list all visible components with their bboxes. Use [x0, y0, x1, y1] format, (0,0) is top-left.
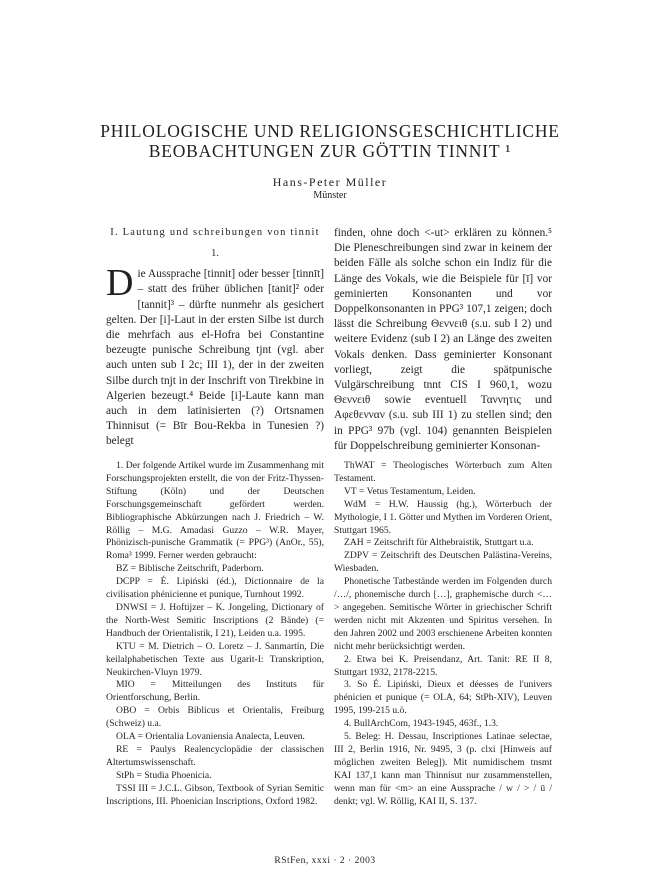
footnote-item: 5. Beleg: H. Dessau, Inscriptiones Latinae selectae, III 2, Berlin 1916, Nr. 9495, 3 (p. clxi [Hinweis auf möglichen zweiten Beleg]). Mit numidischem tnsmt KAI 137,1 kann man Thinnisut nur zusammenstellen, wenn man für <m> an eine Aussprache / w / > / ū / denkt; vgl. W. Röllig, KAI II, S. 137.	[334, 731, 552, 807]
footnote-item: DNWSI = J. Hoftijzer – K. Jongeling, Dictionary of the North-West Semitic Inscriptions (2 Bände) (= Handbuch der Orientalistik, I 21), Leiden u.a. 1995.	[106, 601, 324, 639]
title-line-2: BEOBACHTUNGEN ZUR GÖTTIN TINNIT ¹	[148, 141, 512, 161]
left-body-text: ie Aussprache [tinnit] oder besser [tinnīt] – statt des früher üblichen [tanit]² oder [tannit]³ – dürfte nunmehr als gesichert gelten. Der [i]-Laut in der ersten Silbe ist durch die mehrfach aus el-Hofra bei Constantine bezeugte punische Schreibung tjnt (vgl. aber auch unten sub I 2c; III 1), der in der zweiten Silbe durch tnjt in der Inschrift von Tirekbine in Algerien bezeugt.⁴ Beide [i]-Laute kann man auch in dem latinisierten (?) Ortsnamen Thinnisut (= Bīr Bou-Rekba in Tunesien ?) belegt	[106, 268, 324, 448]
footnotes-right	[334, 460, 552, 808]
footnote-item: RE = Paulys Realencyclopädie der classischen Altertumswissenschaft.	[106, 743, 324, 768]
footnote-item: DCPP = É. Lipiński (éd.), Dictionnaire de la civilisation phénicienne et punique, Turnhout 1992.	[106, 576, 324, 601]
footnote-item: ThWAT = Theologisches Wörterbuch zum Alten Testament.	[334, 460, 552, 484]
left-body-paragraph	[106, 262, 324, 449]
article-title	[80, 121, 580, 161]
footnote-item: Phonetische Tatbestände werden im Folgenden durch /…/, phonemische durch […], graphemische durch <…> angegeben. Semitische Wörter in griechischer Schrift werden nicht mit Akzenten und Spiritus versehen. In den Jahren 2002 und 2003 erschienene Arbeiten konnten nicht mehr berücksichtigt werden.	[334, 576, 552, 652]
footnote-item: KTU = M. Dietrich – O. Loretz – J. Sanmartín, Die keilalphabetischen Texte aus Ugarit-I: Transkription, Neukirchen-Vluyn 1979.	[106, 640, 324, 678]
footnote-item: WdM = H.W. Haussig (hg.), Wörterbuch der Mythologie, I 1. Götter und Mythen im Vorderen Orient, Stuttgart 1965.	[334, 498, 552, 536]
right-column	[334, 226, 552, 454]
subsection-number: 1.	[211, 248, 219, 259]
footnote-item: 4. BullArchCom, 1943-1945, 463f., 1.3.	[344, 718, 499, 730]
left-column	[106, 226, 324, 450]
author-affiliation: Münster	[313, 190, 347, 201]
page-footer: RStFen, xxxi · 2 · 2003	[274, 856, 376, 866]
right-body-paragraph: finden, ohne doch <-ut> erklären zu können.⁵ Die Pleneschreibungen sind zwar in keinem der beiden Fälle als solche schon ein Indiz für die Länge des Vokals, wie die Beispiele für [ī] vor geminierten Konsonanten und vor Doppelkonsonanten in PPG³ 107,1 zeigen; doch lässt die Schreibung Θεννειθ (s.u. sub I 2) und weitere Evidenz (sub I 2) an Länge des zweiten Vokals denken. Dass geminierter Konsonant vorliegt, zeigt die spätpunische Vulgärschreibung tnnt CIS I 960,1, wozu Θεννειθ sowie eventuell Ταννητις und Αφεθενναν (s.u. sub III 1) zu stellen sind; den in PPG³ 97b (vgl. 104) genannten Beispielen für Doppelschreibung geminierter Konsonan-	[334, 227, 552, 452]
footnote-item: 3. So É. Lipiński, Dieux et déesses de l'univers phénicien et punique (= OLA, 64; StPh-XIV), Leuven 1995, 199-215 u.ö.	[334, 679, 552, 717]
footnote-item: TSSI III = J.C.L. Gibson, Textbook of Syrian Semitic Inscriptions, III. Phoenician Inscriptions, Oxford 1982.	[106, 782, 324, 807]
title-line-1: PHILOLOGISCHE UND RELIGIONSGESCHICHTLICHE	[100, 121, 560, 141]
footnote-item: ZAH = Zeitschrift für Althebraistik, Stuttgart u.a.	[344, 537, 534, 549]
footnote-item: VT = Vetus Testamentum, Leiden.	[344, 485, 476, 497]
footnote-item: StPh = Studia Phoenicia.	[116, 769, 212, 781]
footnote-item: 1. Der folgende Artikel wurde im Zusammenhang mit Forschungsprojekten erstellt, die von der Fritz-Thyssen-Stiftung (Köln) und der Deutschen Forschungsgemeinschaft gefördert werden. Bibliographische Abkürzungen nach J. Friedrich – W. Röllig – M.G. Amadasi Guzzo – W.R. Mayer, Phönizisch-punische Grammatik (= PPG³) (AnOr., 55), Roma³ 1999. Ferner werden gebraucht:	[106, 460, 324, 562]
footnote-item: ZDPV = Zeitschrift des Deutschen Palästina-Vereins, Wiesbaden.	[334, 550, 552, 575]
footnote-item: OBO = Orbis Biblicus et Orientalis, Freiburg (Schweiz) u.a.	[106, 705, 324, 730]
footnote-item: MIO = Mitteilungen des Instituts für Orientforschung, Berlin.	[106, 679, 324, 704]
author-name: Hans-Peter Müller	[272, 175, 388, 189]
footnote-item: OLA = Orientalia Lovaniensia Analecta, Leuven.	[116, 731, 305, 743]
footnotes-left	[106, 460, 324, 808]
footnote-item: 2. Etwa bei K. Preisendanz, Art. Tanit: RE II 8, Stuttgart 1932, 2178-2215.	[334, 653, 552, 678]
footnote-item: BZ = Biblische Zeitschrift, Paderborn.	[116, 563, 264, 575]
section-heading: I. Lautung und schreibungen von tinnit	[110, 227, 320, 238]
drop-cap: D	[106, 262, 134, 305]
